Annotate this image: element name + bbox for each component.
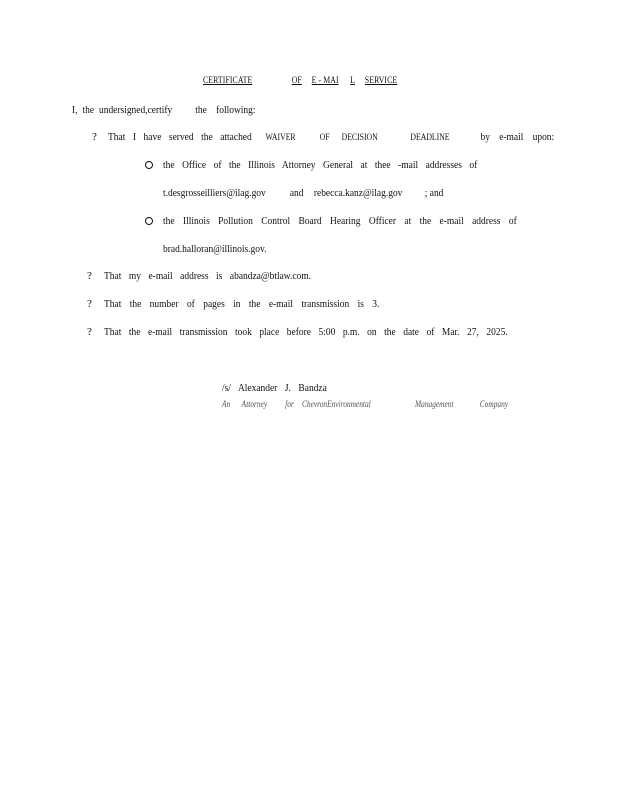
attorney-word: Attorney bbox=[241, 399, 268, 409]
bullet-marker: ? bbox=[87, 270, 92, 282]
attorney-word: Management bbox=[414, 399, 454, 409]
sub-bullet-circle bbox=[145, 161, 153, 169]
email-address: t.desgrosseilliers@ilag.gov bbox=[163, 187, 266, 199]
title-word: L bbox=[350, 76, 355, 86]
document-word: OF bbox=[319, 132, 330, 142]
item-page-count: That the number of pages in the e-mail transmission is 3. bbox=[104, 298, 380, 310]
intro-word: the bbox=[195, 104, 207, 116]
intro-word: undersigned,certify bbox=[98, 104, 173, 116]
item-email-address: That my e-mail address is abandza@btlaw.com. bbox=[104, 270, 312, 282]
intro-word: following: bbox=[216, 104, 256, 116]
document-word: DEADLINE bbox=[410, 132, 450, 142]
attorney-word: An bbox=[222, 399, 231, 409]
conjunction: ; and bbox=[424, 187, 444, 199]
title-word: OF bbox=[291, 76, 302, 86]
bullet-marker: ? bbox=[87, 298, 92, 310]
email-address: rebecca.kanz@ilag.gov bbox=[313, 187, 403, 199]
certificate-title bbox=[203, 75, 420, 88]
attorney-line bbox=[222, 398, 508, 411]
attorney-word: Company bbox=[479, 399, 509, 409]
intro-line bbox=[72, 104, 256, 117]
attorney-word: for bbox=[285, 399, 294, 409]
attorney-word: ChevronEnvironmental bbox=[301, 399, 371, 409]
signature: /s/ Alexander J. Bandza bbox=[222, 382, 327, 394]
bullet-marker: ? bbox=[92, 131, 97, 143]
title-word: CERTIFICATE bbox=[203, 76, 253, 86]
sub-item-hearing-officer-email: brad.halloran@illinois.gov. bbox=[163, 243, 267, 255]
intro-word: the bbox=[82, 104, 95, 116]
sub-item-attorney-general: the Office of the Illinois Attorney General at thee -mail addresses of bbox=[163, 159, 478, 171]
item-transmission-time: That the e-mail transmission took place before 5:00 p.m. on the date of Mar. 27, 2025. bbox=[104, 326, 508, 338]
title-word: SERVICE bbox=[364, 76, 398, 86]
title-word: E - MAI bbox=[311, 76, 339, 86]
intro-word: I, bbox=[72, 104, 78, 116]
sub-item-ag-emails bbox=[163, 187, 443, 200]
item-served bbox=[108, 131, 554, 144]
sub-bullet-circle bbox=[145, 217, 153, 225]
document-word: DECISION bbox=[341, 132, 378, 142]
item-served-prefix: That I have served the attached bbox=[108, 131, 252, 143]
conjunction: and bbox=[289, 187, 304, 199]
sub-item-hearing-officer: the Illinois Pollution Control Board Hearing Officer at the e-mail address of bbox=[163, 215, 517, 227]
bullet-marker: ? bbox=[87, 326, 92, 338]
item-served-suffix: by e-mail upon: bbox=[480, 131, 555, 143]
document-word: WAIVER bbox=[265, 132, 296, 142]
